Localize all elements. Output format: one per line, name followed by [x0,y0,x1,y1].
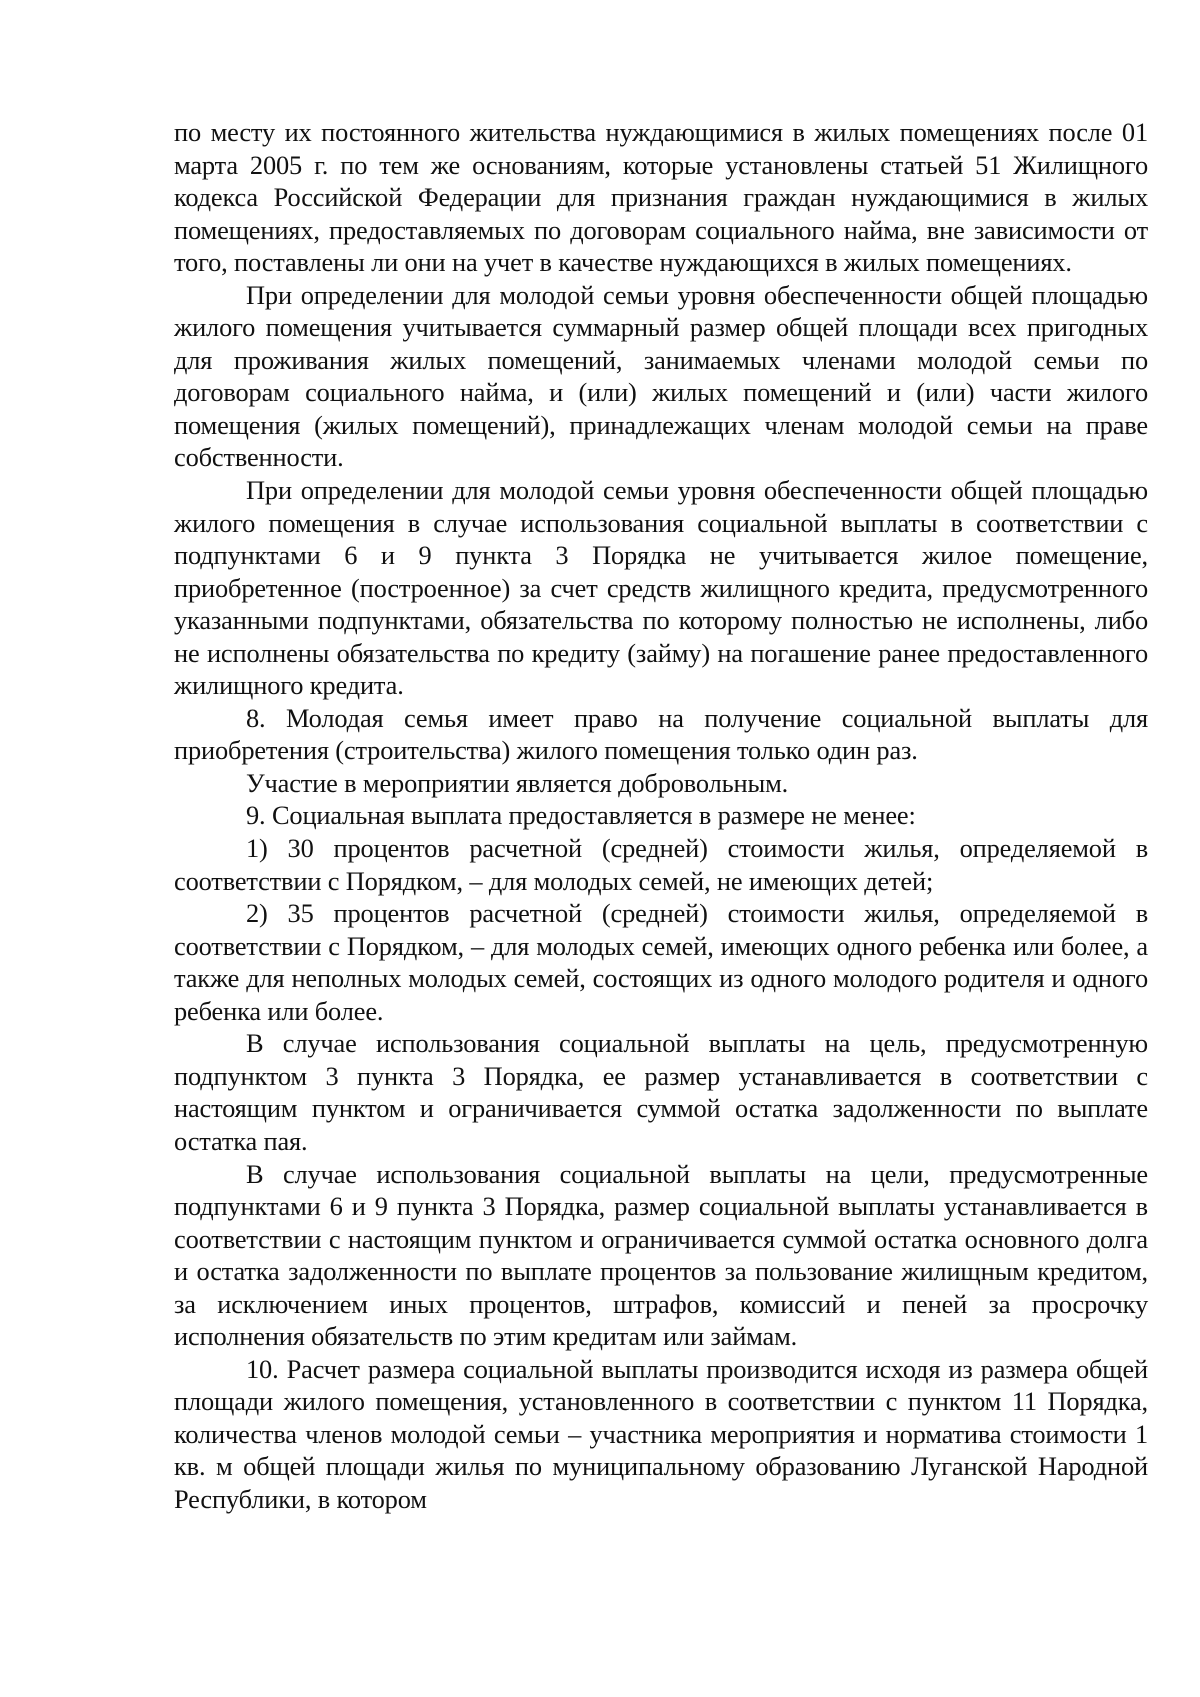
paragraph-housing-need-continuation: по месту их постоянного жительства нуждающимися в жилых помещениях после 01 марта 2005 г. по тем же основаниям, которые установлены статьей 51 Жилищного кодекса Российской Федерации для признания граждан нуждающимися в жилых помещениях, предоставляемых по договорам социального найма, вне зависимости от того, поставлены ли они на учет в качестве нуждающихся в жилых помещениях. [174,117,1148,278]
paragraph-item-10: 10. Расчет размера социальной выплаты производится исходя из размера общей площади жилого помещения, установленного в соответствии с пунктом 11 Порядка, количества членов молодой семьи – участника мероприятия и норматива стоимости 1 кв. м общей площади жилья по муниципальному образованию Луганской Народной Республики, в котором [174,1353,1148,1514]
paragraph-credit-repayment-case: В случае использования социальной выплаты на цели, предусмотренные подпунктами 6 и 9 пункта 3 Порядка, размер социальной выплаты устанавливается в соответствии с настоящим пунктом и ограничивается суммой остатка основного долга и остатка задолженности по выплате процентов за пользование жилищным кредитом, за исключением иных процентов, штрафов, комиссий и пеней за просрочку исполнения обязательств по этим кредитам или займам. [174,1158,1148,1352]
paragraph-item-9-sub-2: 2) 35 процентов расчетной (средней) стоимости жилья, определяемой в соответствии с Порядком, – для молодых семей, имеющих одного ребенка или более, а также для неполных молодых семей, состоящих из одного молодого родителя и одного ребенка или более. [174,898,1148,1026]
paragraph-item-8: 8. Молодая семья имеет право на получение социальной выплаты для приобретения (строительства) жилого помещения только один раз. [174,702,1148,766]
paragraph-area-calculation: При определении для молодой семьи уровня обеспеченности общей площадью жилого помещения учитывается суммарный размер общей площади всех пригодных для проживания жилых помещений, занимаемых членами молодой семьи по договорам социального найма, и (или) жилых помещений и (или) части жилого помещения (жилых помещений), принадлежащих членам молодой семьи на праве собственности. [174,279,1148,473]
paragraph-area-calculation-credit: При определении для молодой семьи уровня обеспеченности общей площадью жилого помещения в случае использования социальной выплаты в соответствии с подпунктами 6 и 9 пункта 3 Порядка не учитывается жилое помещение, приобретенное (построенное) за счет средств жилищного кредита, предусмотренного указанными подпунктами, обязательства по которому полностью не исполнены, либо не исполнены обязательства по кредиту (займу) на погашение ранее предоставленного жилищного кредита. [174,475,1148,701]
document-body [174,116,1148,1516]
paragraph-share-payment-case: В случае использования социальной выплаты на цель, предусмотренную подпунктом 3 пункта 3 Порядка, ее размер устанавливается в соответствии с настоящим пунктом и ограничивается суммой остатка задолженности по выплате остатка пая. [174,1028,1148,1156]
paragraph-item-9: 9. Социальная выплата предоставляется в размере не менее: [246,800,916,831]
paragraph-voluntary-participation: Участие в мероприятии является добровольным. [246,767,789,798]
paragraph-item-9-sub-1: 1) 30 процентов расчетной (средней) стоимости жилья, определяемой в соответствии с Порядком, – для молодых семей, не имеющих детей; [174,833,1148,896]
